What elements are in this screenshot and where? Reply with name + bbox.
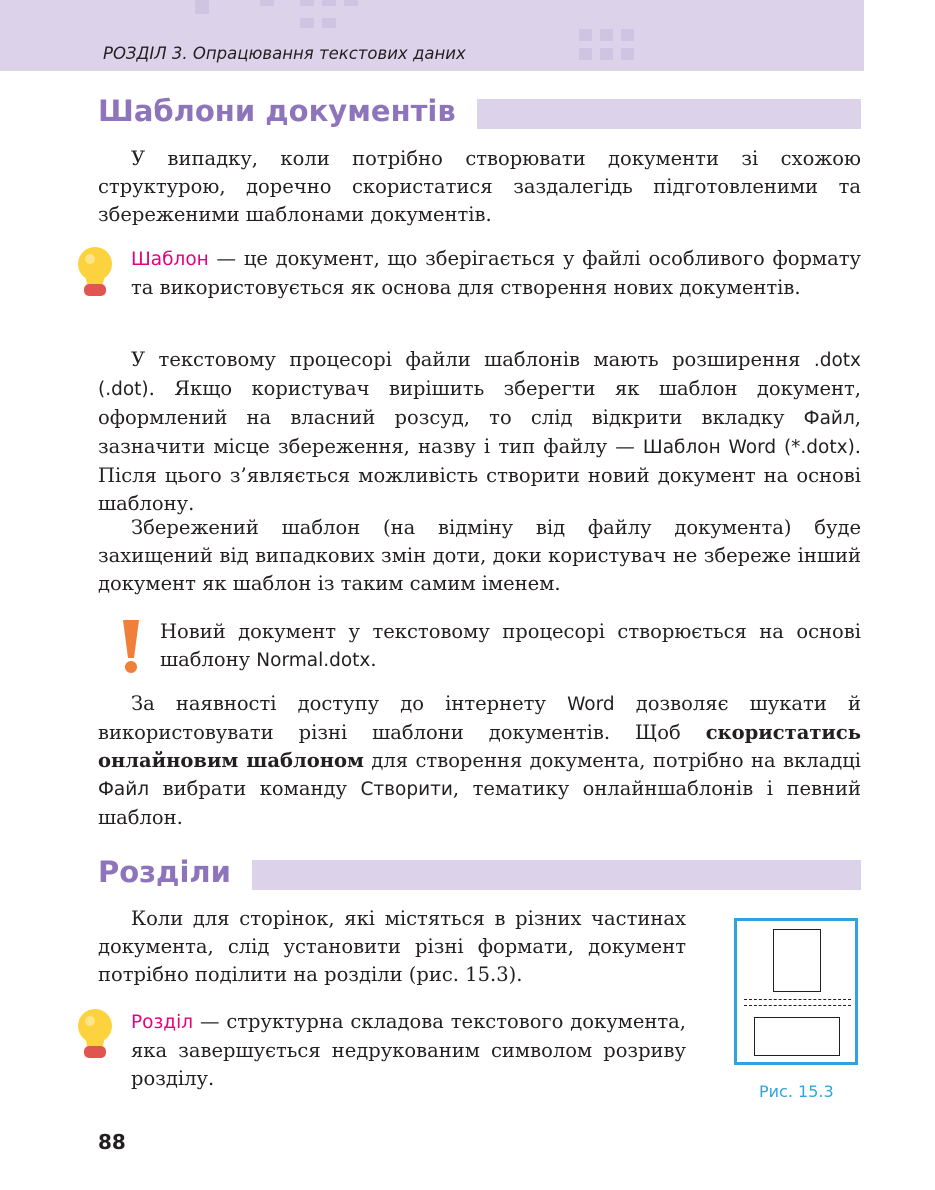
header-decoration	[322, 18, 336, 28]
header-decoration	[322, 0, 336, 6]
header-decoration	[195, 0, 209, 14]
page-number: 88	[98, 1130, 126, 1154]
text-run: Новий документ у текстовому процесорі створюється на основі шаблону	[160, 620, 861, 671]
sections-intro: Коли для сторінок, які містяться в різних частинах документа, слід установити різні формати, документ потрібно поділити на розділи (рис. 15.3).	[98, 907, 686, 986]
figure-landscape-page	[754, 1017, 840, 1056]
section-title-templates: Шаблони документів	[98, 94, 456, 128]
ui-term-file-tab: Файл	[98, 779, 150, 800]
title-bar	[477, 99, 861, 129]
exclamation-icon	[120, 618, 142, 674]
figure-caption: Рис. 15.3	[759, 1082, 834, 1101]
header-decoration	[621, 29, 634, 41]
definition-section	[131, 1008, 686, 1093]
figure-section-break-line	[744, 1005, 851, 1006]
header-decoration	[579, 48, 592, 60]
figure-portrait-page	[773, 929, 821, 992]
text-run: , зазначити місце збереження, назву і тип файлу —	[98, 406, 861, 458]
definition-template	[131, 245, 861, 302]
text-run: для створення документа, потрібно на вкладці	[363, 749, 861, 772]
paragraph-extensions	[98, 346, 861, 518]
running-head: РОЗДІЛ 3. Опрацювання текстових даних	[103, 44, 466, 63]
title-bar	[252, 860, 861, 890]
emphasis: скористатись онлайновим шаблоном	[98, 721, 861, 772]
term-template: Шаблон	[131, 249, 209, 270]
lightbulb-icon	[77, 1008, 113, 1064]
header-decoration	[600, 29, 613, 41]
header-decoration	[300, 0, 314, 6]
note-normal-template	[160, 618, 861, 675]
file-extension: .dotx (.dot)	[98, 350, 861, 400]
header-decoration	[579, 29, 592, 41]
app-name: Word	[567, 694, 615, 715]
text-run: . Якщо користувач вирішить зберегти як шаблон документ, оформлений на власний розсуд, то слід відкрити вкладку	[98, 377, 861, 429]
intro-paragraph: У випадку, коли потрібно створювати документи зі схожою структурою, доречно скористатися заздалегідь підготовленими та збереженими шаблонами документів.	[98, 147, 861, 226]
text-run: За наявності доступу до інтернету	[131, 692, 568, 715]
ui-term-file-type: Шаблон Word (*.dotx)	[642, 437, 855, 458]
header-decoration	[300, 18, 314, 28]
text-run: .	[370, 648, 377, 671]
figure-section-break-line	[744, 999, 851, 1000]
header-decoration	[344, 0, 358, 6]
paragraph-protection: Збережений шаблон (на відміну від файлу документа) буде захищений від випадкових змін доти, доки користувач не збереже інший документ як шаблон із таким самим іменем.	[98, 516, 861, 595]
text-run: , тематику онлайншаблонів і певний шаблон.	[98, 777, 861, 829]
text-run: . Після цього з’являється можливість створити новий документ на основі шаблону.	[98, 435, 861, 515]
lightbulb-icon	[77, 246, 113, 302]
definition-section-text: — структурна складова текстового документа, яка завершується недрукованим символом розриву розділу.	[131, 1010, 686, 1090]
text-run: У текстовому процесорі файли шаблонів мають розширення	[131, 348, 814, 371]
ui-term-create: Створити	[360, 779, 453, 800]
file-name: Normal.dotx	[256, 650, 371, 671]
section-title-sections: Розділи	[98, 855, 231, 889]
term-section: Розділ	[131, 1012, 194, 1033]
text-run: дозволяє шукати й використовувати різні шаблони документів. Щоб	[98, 692, 861, 744]
ui-term-file-tab: Файл	[803, 408, 855, 429]
paragraph-online	[98, 690, 861, 832]
definition-template-text: — це документ, що зберігається у файлі особливого формату та використовується як основа для створення нових документів.	[131, 247, 861, 299]
header-decoration	[621, 48, 634, 60]
header-decoration	[260, 0, 274, 6]
header-decoration	[600, 48, 613, 60]
text-run: вибрати команду	[149, 777, 361, 800]
